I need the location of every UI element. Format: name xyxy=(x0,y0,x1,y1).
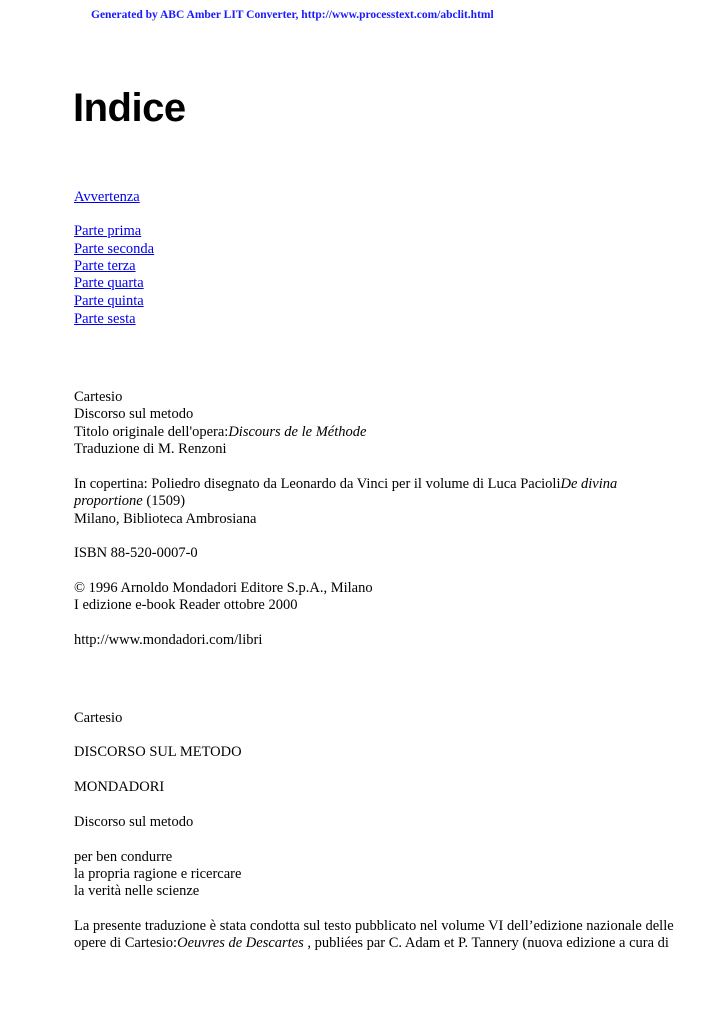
titlepage-title: Discorso sul metodo xyxy=(74,814,194,830)
colophon-url: http://www.mondadori.com/libri xyxy=(74,632,263,648)
colophon-author: Cartesio xyxy=(74,389,123,405)
titlepage-publisher: MONDADORI xyxy=(74,779,165,795)
colophon-work: Discorso sul metodo xyxy=(74,406,194,422)
cover-year: (1509) xyxy=(142,493,186,509)
original-title-label: Titolo originale dell'opera: xyxy=(74,424,229,440)
colophon-original-title xyxy=(74,424,366,441)
toc-link-parte-terza[interactable]: Parte terza xyxy=(74,258,136,274)
colophon-translation: Traduzione di M. Renzoni xyxy=(74,441,227,457)
colophon-edition: I edizione e-book Reader ottobre 2000 xyxy=(74,597,298,613)
translation-note-line1: La presente traduzione è stata condotta sul testo pubblicato nel volume VI dell’edizione nazionale delle xyxy=(74,918,674,934)
subtitle-line: per ben condurre xyxy=(74,849,173,865)
note-text-cont: , publiées par C. Adam et P. Tannery (nuova edizione a cura di xyxy=(303,935,669,951)
translation-note-line2 xyxy=(74,935,669,952)
colophon-cover-cont xyxy=(74,493,185,510)
colophon-isbn: ISBN 88-520-0007-0 xyxy=(74,545,198,561)
cover-title-part1: De divina xyxy=(560,476,618,492)
note-text: opere di Cartesio: xyxy=(74,935,178,951)
cover-title-part2: proportione xyxy=(74,493,143,509)
toc-link-parte-sesta[interactable]: Parte sesta xyxy=(74,311,136,327)
converter-banner-link[interactable]: Generated by ABC Amber LIT Converter, http://www.processtext.com/abclit.html xyxy=(91,9,494,21)
colophon-location: Milano, Biblioteca Ambrosiana xyxy=(74,511,257,527)
toc-link-parte-prima[interactable]: Parte prima xyxy=(74,223,142,239)
toc-link-parte-quarta[interactable]: Parte quarta xyxy=(74,275,144,291)
colophon-copyright: © 1996 Arnoldo Mondadori Editore S.p.A., Milano xyxy=(74,580,373,596)
colophon-cover xyxy=(74,476,617,493)
toc-link-parte-seconda[interactable]: Parte seconda xyxy=(74,241,155,257)
original-title: Discours de le Méthode xyxy=(228,424,367,440)
page-title: Indice xyxy=(73,86,186,130)
titlepage-author: Cartesio xyxy=(74,710,123,726)
toc-link-avvertenza[interactable]: Avvertenza xyxy=(74,189,140,205)
toc-link-parte-quinta[interactable]: Parte quinta xyxy=(74,293,144,309)
titlepage-title-caps: DISCORSO SUL METODO xyxy=(74,744,242,760)
note-oeuvres-title: Oeuvres de Descartes xyxy=(177,935,304,951)
subtitle-line: la propria ragione e ricercare xyxy=(74,866,242,882)
subtitle-line: la verità nelle scienze xyxy=(74,883,200,899)
cover-text: In copertina: Poliedro disegnato da Leonardo da Vinci per il volume di Luca Pacioli xyxy=(74,476,561,492)
